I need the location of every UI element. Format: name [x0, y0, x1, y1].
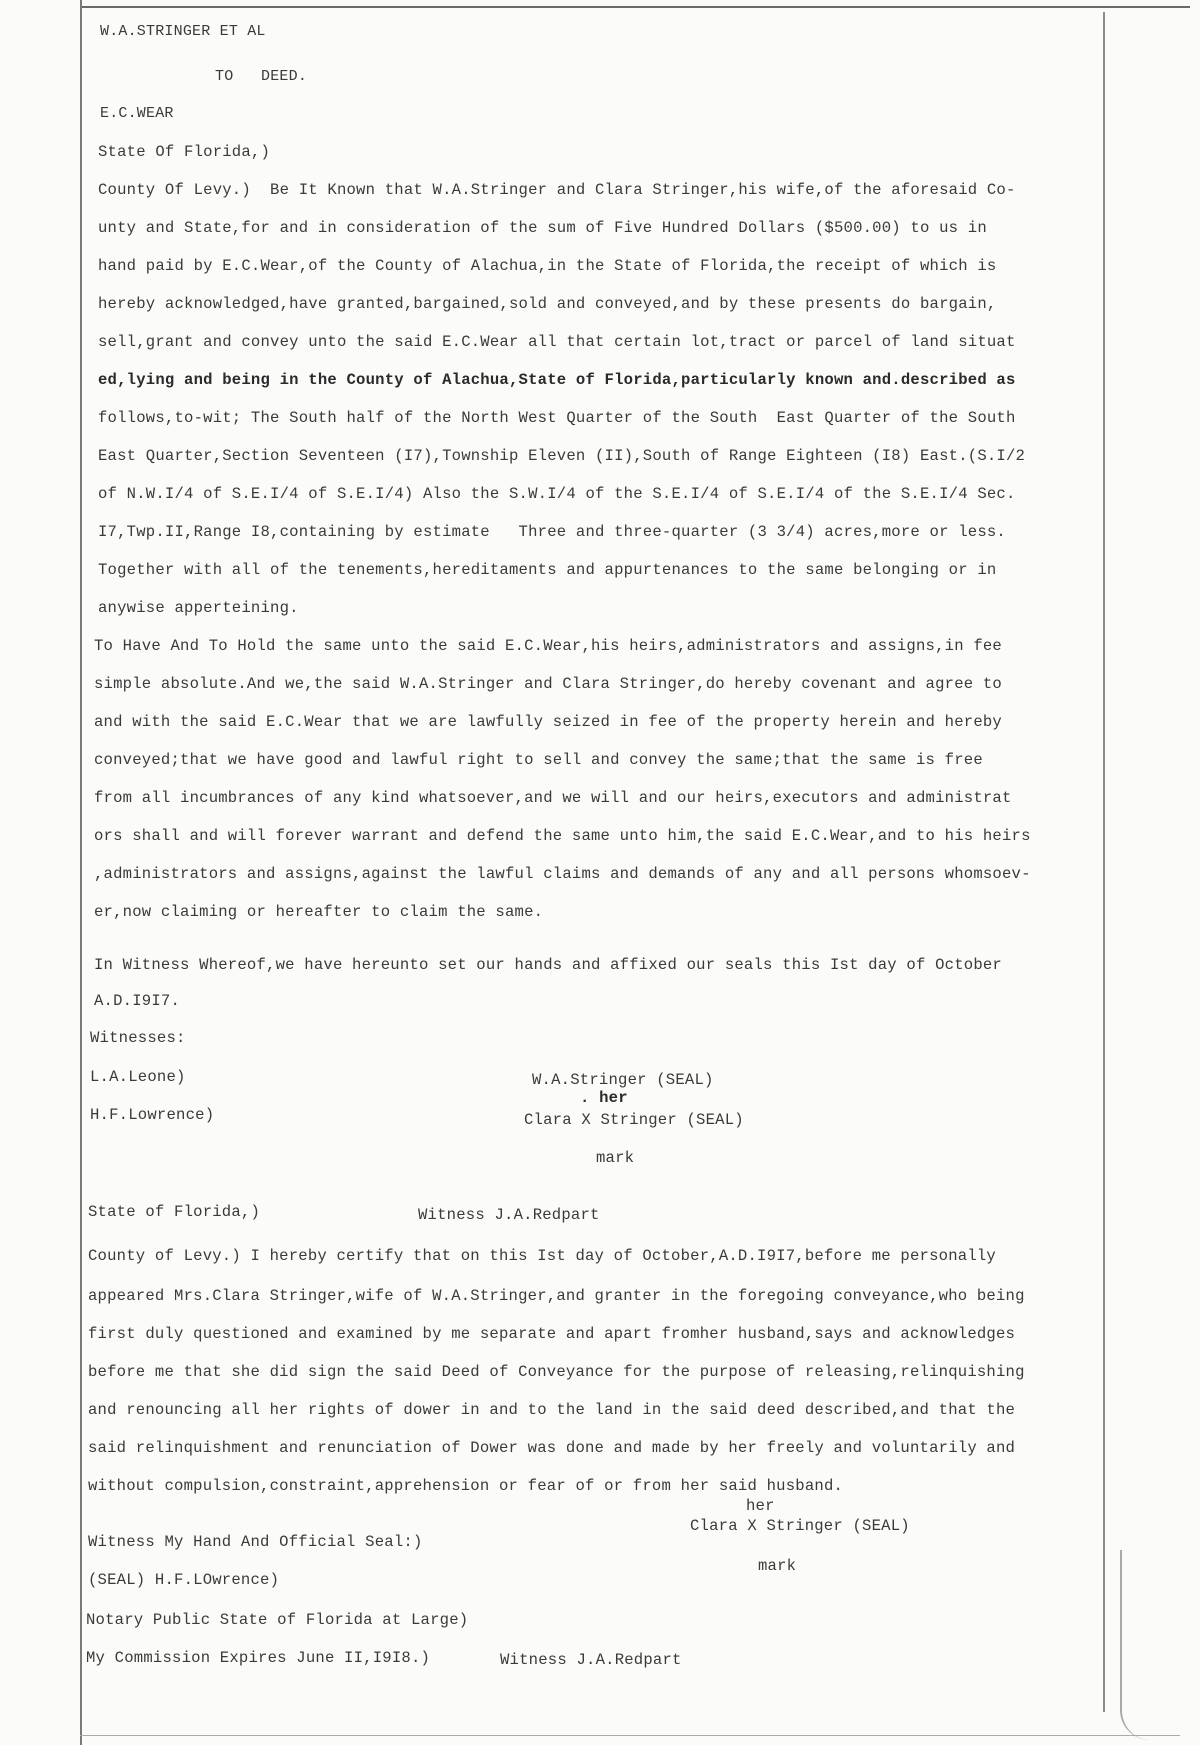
- deed-line: follows,to-wit; The South half of the North West Quarter of the South East Quarter of the South: [98, 409, 1016, 427]
- ack-line: and renouncing all her rights of dower in and to the land in the said deed described,and that the: [88, 1401, 1016, 1419]
- grantee-heading: E.C.WEAR: [100, 105, 174, 122]
- ack-line: before me that she did sign the said Deed of Conveyance for the purpose of releasing,relinquishing: [88, 1363, 1025, 1381]
- ack-line: said relinquishment and renunciation of Dower was done and made by her freely and voluntarily and: [88, 1439, 1016, 1457]
- top-rule: [80, 6, 1190, 8]
- page-curl: [1120, 1550, 1182, 1740]
- deed-line: In Witness Whereof,we have hereunto set our hands and affixed our seals this Ist day of October: [94, 956, 1002, 974]
- deed-line: Together with all of the tenements,hereditaments and appurtenances to the same belonging or in: [98, 561, 997, 579]
- deed-line: hand paid by E.C.Wear,of the County of Alachua,in the State of Florida,the receipt of which is: [98, 257, 997, 275]
- deed-line: of N.W.I/4 of S.E.I/4 of S.E.I/4) Also the S.W.I/4 of the S.E.I/4 of S.E.I/4 of the S.E.I/4 Sec.: [98, 485, 1016, 503]
- signer-name: Clara X Stringer (SEAL): [690, 1517, 910, 1535]
- deed-line: from all incumbrances of any kind whatsoever,and we will and our heirs,executors and administrat: [94, 789, 1012, 807]
- deed-line: simple absolute.And we,the said W.A.Stringer and Clara Stringer,do hereby covenant and agree to: [94, 675, 1002, 693]
- deed-line: A.D.I9I7.: [94, 992, 181, 1010]
- signer-name: W.A.Stringer (SEAL): [532, 1071, 714, 1089]
- deed-line: sell,grant and convey unto the said E.C.Wear all that certain lot,tract or parcel of land situat: [98, 333, 1016, 351]
- signer-name: Clara X Stringer (SEAL): [524, 1111, 744, 1129]
- deed-line: er,now claiming or hereafter to claim the same.: [94, 903, 544, 921]
- deed-line: and with the said E.C.Wear that we are lawfully seized in fee of the property herein and hereby: [94, 713, 1002, 731]
- ack-state-line: State of Florida,): [88, 1203, 261, 1221]
- bottom-rule: [80, 1735, 1180, 1736]
- notary-seal-line: (SEAL) H.F.LOwrence): [88, 1571, 280, 1589]
- deed-line: unty and State,for and in consideration of the sum of Five Hundred Dollars ($500.00) to us in: [98, 219, 987, 237]
- deed-line: East Quarter,Section Seventeen (I7),Township Eleven (II),South of Range Eighteen (I8) East.(S.I/2: [98, 447, 1026, 465]
- deed-line: hereby acknowledged,have granted,bargained,sold and conveyed,and by these presents do bargain,: [98, 295, 997, 313]
- ack-line: first duly questioned and examined by me separate and apart fromher husband,says and acknowledges: [88, 1325, 1016, 1343]
- deed-line: conveyed;that we have good and lawful right to sell and convey the same;that the same is free: [94, 751, 983, 769]
- ack-line: County of Levy.) I hereby certify that on this Ist day of October,A.D.I9I7,before me personally: [88, 1247, 996, 1265]
- grantor-heading: W.A.STRINGER ET AL: [100, 23, 266, 40]
- notary-title-line: Notary Public State of Florida at Large): [86, 1611, 469, 1629]
- mark-label: mark: [596, 1149, 635, 1167]
- her-label: . her: [580, 1089, 628, 1107]
- deed-line: ors shall and will forever warrant and defend the same unto him,the said E.C.Wear,and to his heirs: [94, 827, 1031, 845]
- witnesses-label: Witnesses:: [90, 1029, 186, 1047]
- deed-line: State Of Florida,): [98, 143, 271, 161]
- mark-label: mark: [758, 1557, 797, 1575]
- witness-name: H.F.Lowrence): [90, 1106, 215, 1124]
- deed-line: County Of Levy.) Be It Known that W.A.Stringer and Clara Stringer,his wife,of the aforesaid Co-: [98, 181, 1016, 199]
- witness-name: L.A.Leone): [90, 1068, 186, 1086]
- deed-line: I7,Twp.II,Range I8,containing by estimate Three and three-quarter (3 3/4) acres,more or less.: [98, 523, 1006, 541]
- right-margin-rule: [1103, 12, 1105, 1712]
- to-deed-heading: TO DEED.: [215, 68, 308, 85]
- ack-line: appeared Mrs.Clara Stringer,wife of W.A.Stringer,and granter in the foregoing conveyance,who being: [88, 1287, 1025, 1305]
- witness-redpart: Witness J.A.Redpart: [500, 1651, 682, 1669]
- her-label: her: [746, 1497, 775, 1515]
- left-margin-rule: [80, 0, 82, 1745]
- ack-line: without compulsion,constraint,apprehension or fear of or from her said husband.: [88, 1477, 844, 1495]
- deed-line: ed,lying and being in the County of Alachua,State of Florida,particularly known and.described as: [98, 371, 1016, 389]
- hand-seal-line: Witness My Hand And Official Seal:): [88, 1533, 423, 1551]
- deed-line: ,administrators and assigns,against the lawful claims and demands of any and all persons whomsoev-: [94, 865, 1031, 883]
- commission-line: My Commission Expires June II,I9I8.): [86, 1649, 431, 1667]
- deed-line: anywise apperteining.: [98, 599, 299, 617]
- witness-redpart: Witness J.A.Redpart: [418, 1206, 600, 1224]
- deed-line: To Have And To Hold the same unto the said E.C.Wear,his heirs,administrators and assigns,in fee: [94, 637, 1002, 655]
